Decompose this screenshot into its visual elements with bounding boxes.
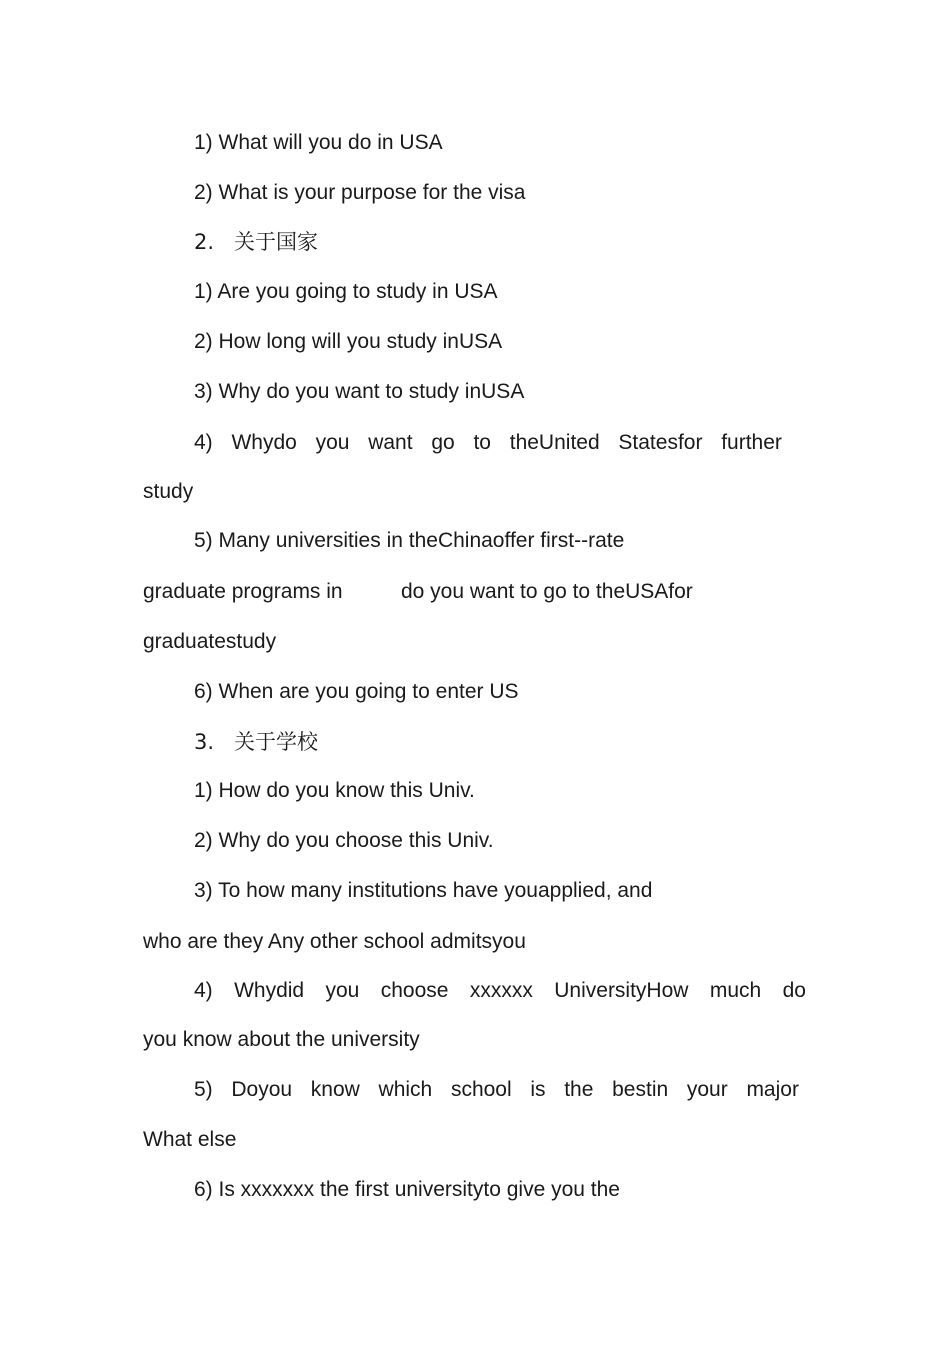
- question-purpose-1: 1) What will you do in USA: [194, 131, 443, 154]
- word: school: [450, 1078, 512, 1101]
- word: you: [315, 431, 350, 454]
- word: major: [746, 1078, 799, 1101]
- word: know: [310, 1078, 360, 1101]
- word: Whydo: [231, 431, 297, 454]
- word: you: [325, 979, 360, 1002]
- word: the: [564, 1078, 594, 1101]
- question-school-2: 2) Why do you choose this Univ.: [194, 829, 494, 852]
- section-heading-school: 3. 关于学校: [194, 730, 319, 754]
- question-school-5-cont: What else: [143, 1128, 237, 1151]
- question-school-4-cont: you know about the university: [143, 1028, 420, 1051]
- word: want: [368, 431, 413, 454]
- word: Whydid: [234, 979, 305, 1002]
- question-school-4: [194, 978, 806, 1004]
- word: bestin: [612, 1078, 669, 1101]
- word: go: [431, 431, 455, 454]
- word: xxxxxx: [469, 979, 533, 1002]
- word: is: [530, 1078, 546, 1101]
- word: UniversityHow: [554, 979, 689, 1002]
- question-school-3: 3) To how many institutions have youapplied, and: [194, 879, 653, 902]
- word: 4): [194, 431, 213, 454]
- question-country-5: 5) Many universities in theChinaoffer first--rate: [194, 529, 625, 552]
- question-country-5-cont: graduate programs in do you want to go to theUSAfor: [143, 580, 693, 603]
- question-country-5-cont2: graduatestudy: [143, 630, 277, 653]
- word: your: [686, 1078, 728, 1101]
- word: to: [473, 431, 491, 454]
- question-country-4: [194, 430, 782, 456]
- word: choose: [380, 979, 449, 1002]
- question-country-6: 6) When are you going to enter US: [194, 680, 519, 703]
- question-school-3-cont: who are they Any other school admitsyou: [143, 930, 526, 953]
- question-country-3: 3) Why do you want to study inUSA: [194, 380, 525, 403]
- word: 4): [194, 979, 213, 1002]
- word: much: [709, 979, 762, 1002]
- question-school-5: [194, 1077, 799, 1103]
- question-country-4-cont: study: [143, 480, 194, 503]
- word: theUnited: [509, 431, 600, 454]
- word: Doyou: [231, 1078, 293, 1101]
- word: Statesfor: [618, 431, 703, 454]
- word: which: [378, 1078, 433, 1101]
- question-school-1: 1) How do you know this Univ.: [194, 779, 475, 802]
- question-purpose-2: 2) What is your purpose for the visa: [194, 181, 526, 204]
- question-country-1: 1) Are you going to study in USA: [194, 280, 498, 303]
- word: 5): [194, 1078, 213, 1101]
- word: further: [721, 431, 782, 454]
- question-school-6: 6) Is xxxxxxx the first universityto give you the: [194, 1178, 620, 1201]
- word: do: [782, 979, 806, 1002]
- section-heading-country: 2. 关于国家: [194, 230, 319, 254]
- question-country-2: 2) How long will you study inUSA: [194, 330, 503, 353]
